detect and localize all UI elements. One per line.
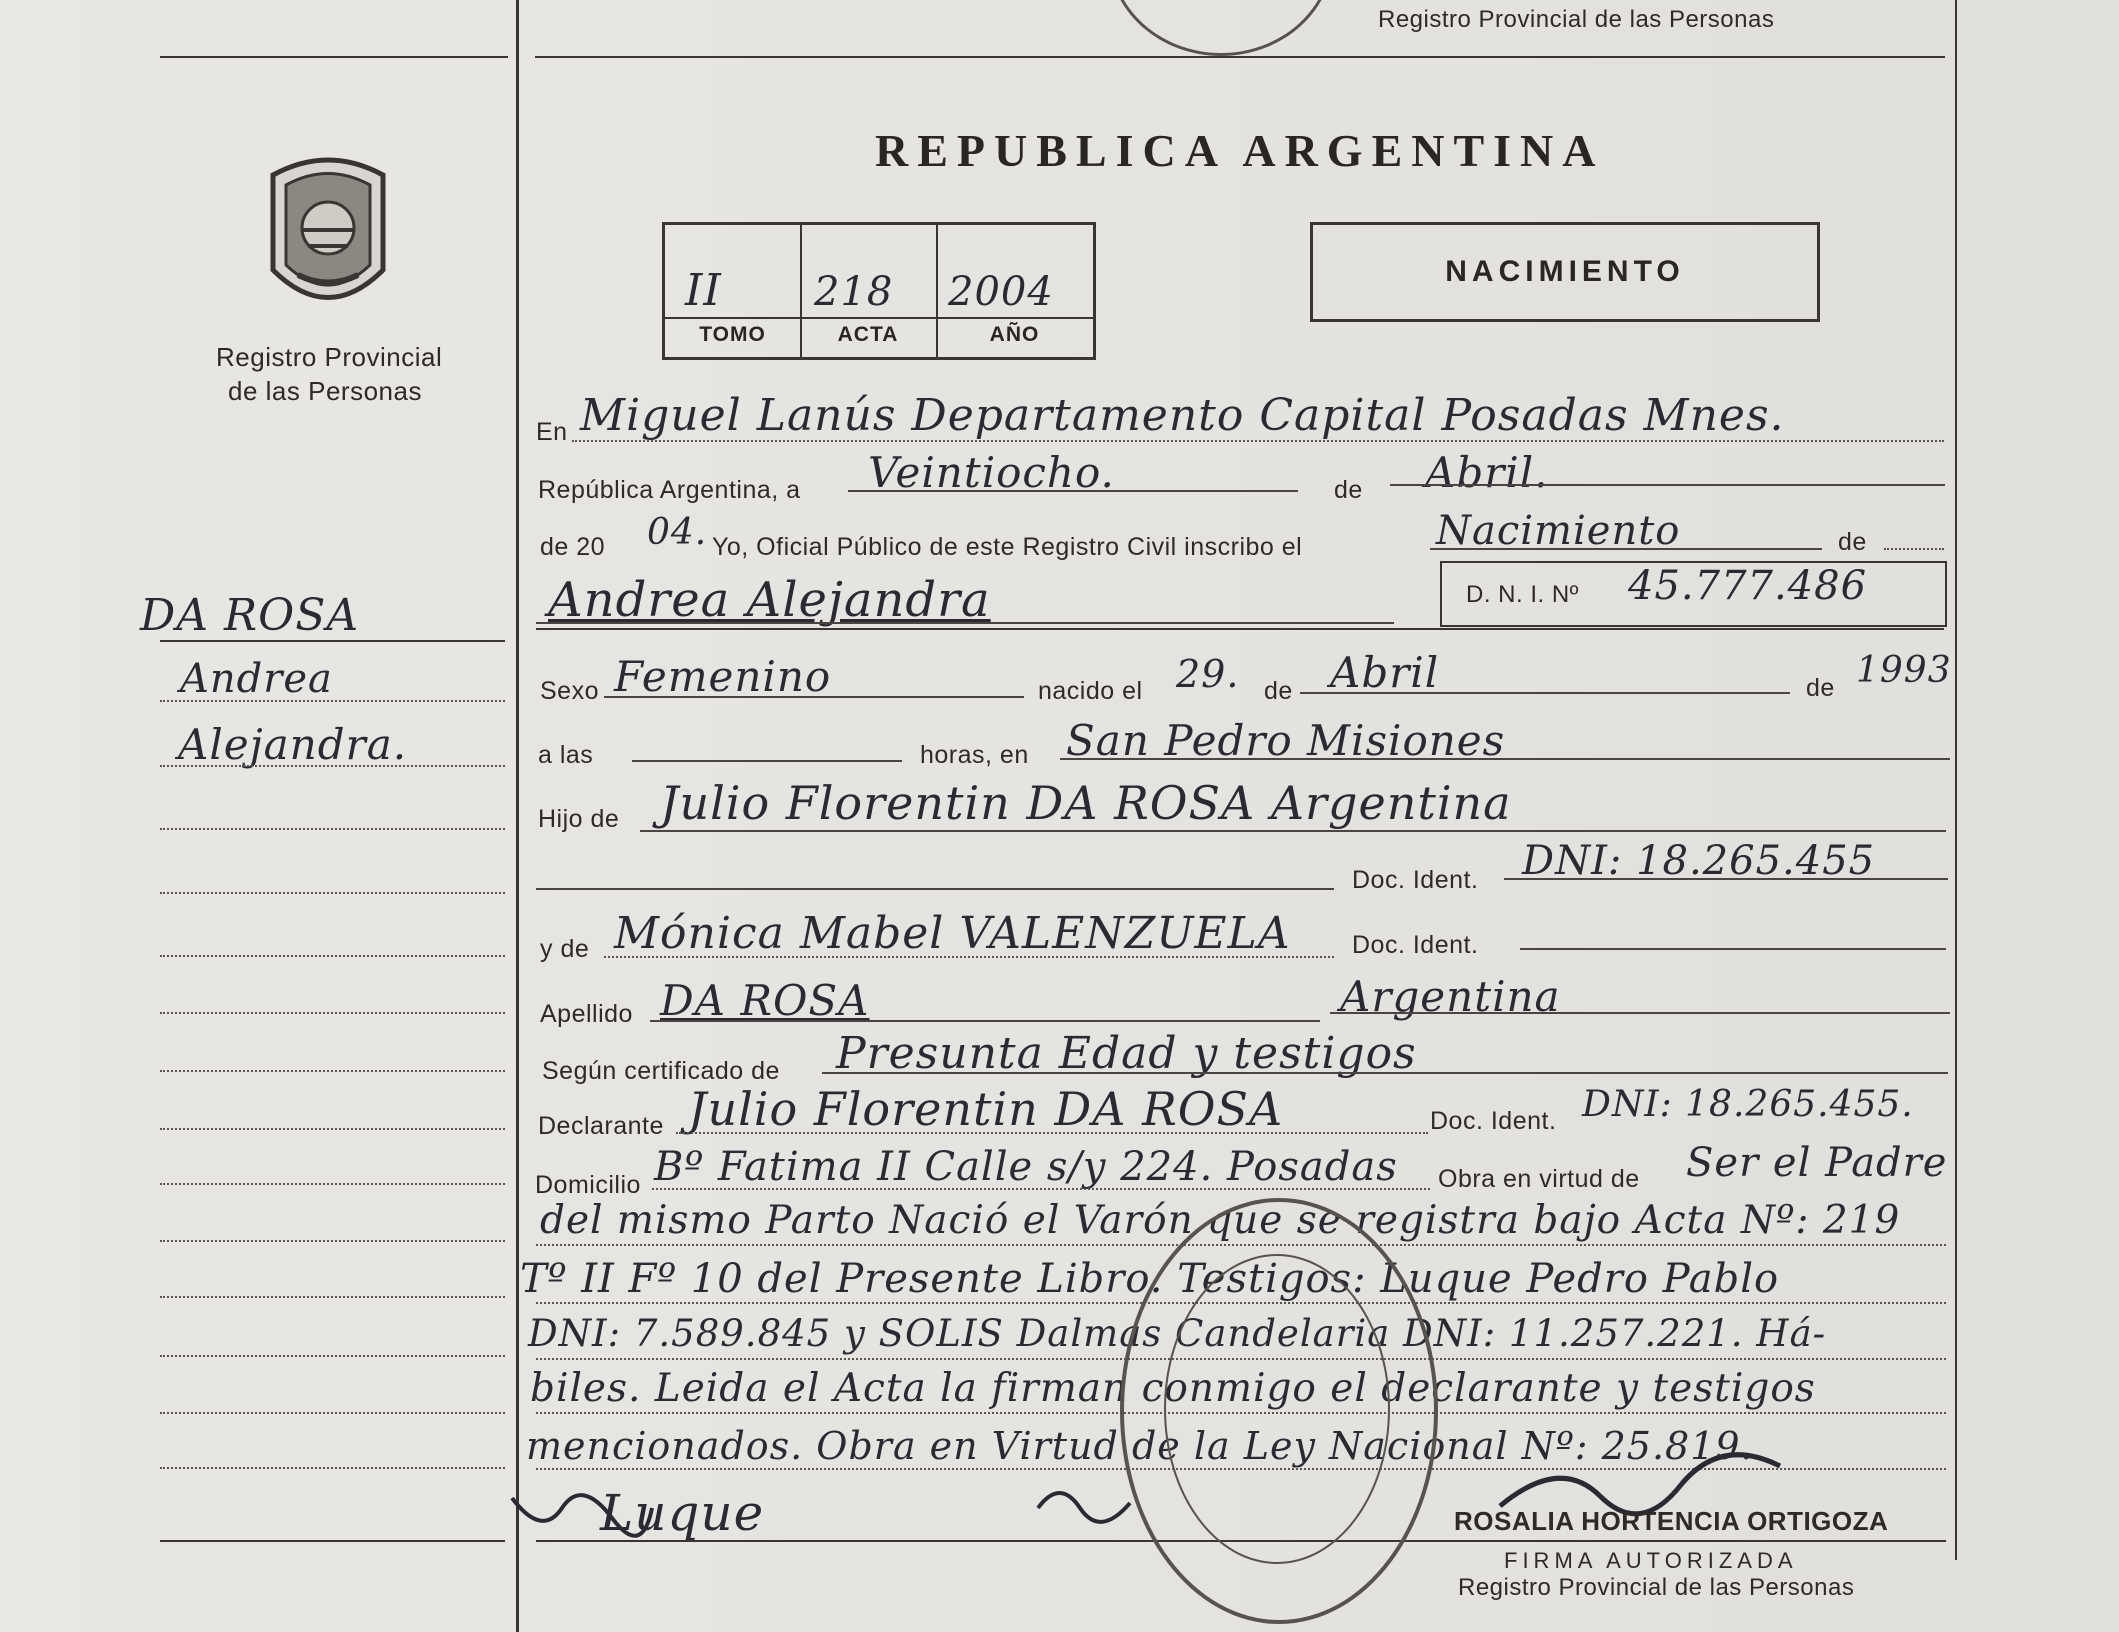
label-alas: a las bbox=[538, 741, 594, 769]
column-divider bbox=[516, 0, 519, 1632]
official-rule bbox=[1450, 1540, 1940, 1542]
tomo-label: TOMO bbox=[699, 323, 766, 346]
label-de-2000: de 20 bbox=[540, 533, 606, 561]
top-rule-right bbox=[535, 56, 1945, 58]
sidebar-surname: DA ROSA bbox=[140, 590, 360, 641]
shield-icon bbox=[258, 150, 398, 320]
value-apellido: DA ROSA bbox=[660, 976, 870, 1025]
right-border bbox=[1955, 0, 1957, 1560]
label-nacido: nacido el bbox=[1038, 677, 1143, 705]
sidebar-dotrule bbox=[160, 765, 505, 767]
value-line4: biles. Leida el Acta la firman conmigo el declarante y testigos bbox=[530, 1366, 1816, 1411]
label-doc2: Doc. Ident. bbox=[1352, 931, 1479, 959]
sidebar-dotrule bbox=[160, 1012, 505, 1014]
ano-cell bbox=[936, 225, 1093, 357]
tomo-inner-rule bbox=[665, 317, 1093, 319]
label-doc1: Doc. Ident. bbox=[1352, 866, 1479, 894]
value-certificado: Presunta Edad y testigos bbox=[836, 1028, 1417, 1079]
signature-scribble-2 bbox=[1030, 1478, 1140, 1543]
value-nombre: Andrea Alejandra bbox=[548, 572, 991, 628]
sidebar-dotrule bbox=[160, 1240, 505, 1242]
value-anio-nac: 1993 bbox=[1856, 650, 1952, 691]
value-domicilio: Bº Fatima II Calle s/y 224. Posadas bbox=[654, 1144, 1398, 1190]
acta-label: ACTA bbox=[837, 323, 899, 346]
label-segun: Según certificado de bbox=[542, 1057, 780, 1085]
line-nombre bbox=[536, 622, 1394, 624]
value-padre: Julio Florentin DA ROSA Argentina bbox=[660, 776, 1512, 830]
value-madre: Mónica Mabel VALENZUELA bbox=[614, 908, 1291, 959]
line-blank-8 bbox=[536, 888, 1334, 890]
line-de3 bbox=[1884, 548, 1944, 550]
value-declarante: Julio Florentin DA ROSA bbox=[688, 1082, 1284, 1136]
acta-cell bbox=[800, 225, 938, 357]
registry-bottom-text: Registro Provincial de las Personas bbox=[1458, 1574, 1855, 1601]
value-anio-suffix: 04. bbox=[647, 512, 708, 553]
value-dia: Veintiocho. bbox=[868, 448, 1115, 497]
line-lugar-nac bbox=[1060, 758, 1950, 760]
line-apellido bbox=[650, 1020, 1320, 1022]
sidebar-name1: Andrea bbox=[180, 656, 333, 702]
line-certificado bbox=[822, 1072, 1948, 1074]
value-line2: Tº II Fº 10 del Presente Libro. Testigos: Luque Pedro Pablo bbox=[520, 1256, 1780, 1302]
value-line5: mencionados. Obra en Virtud de la Ley Nacional Nº: 25.819. bbox=[526, 1424, 1754, 1468]
label-de1: de bbox=[1334, 476, 1363, 504]
line-en bbox=[572, 440, 1944, 442]
act-type-box bbox=[1310, 222, 1820, 322]
line-sexo bbox=[604, 696, 1024, 698]
rule-after-dni bbox=[536, 628, 1944, 630]
label-yde: y de bbox=[540, 935, 590, 963]
sidebar-dotrule bbox=[160, 1128, 505, 1130]
official-seal-inner bbox=[1164, 1254, 1390, 1564]
value-dni: 45.777.486 bbox=[1628, 563, 1868, 609]
value-dia-nac: 29. bbox=[1176, 652, 1240, 696]
tomo-cell bbox=[665, 225, 802, 357]
line-mes-nac bbox=[1300, 692, 1790, 694]
value-obra: Ser el Padre bbox=[1686, 1140, 1948, 1186]
signature-mark bbox=[502, 1478, 662, 1548]
dni-box bbox=[1440, 561, 1947, 627]
sidebar-dotrule bbox=[160, 1412, 505, 1414]
sidebar-dotrule bbox=[160, 1183, 505, 1185]
label-republica: República Argentina, a bbox=[538, 476, 801, 504]
label-de4: de bbox=[1264, 677, 1293, 705]
label-sexo: Sexo bbox=[540, 677, 599, 705]
label-de3: de bbox=[1838, 528, 1867, 556]
line-horas bbox=[632, 760, 902, 762]
sidebar-registry-line2: de las Personas bbox=[228, 376, 422, 406]
label-apellido: Apellido bbox=[540, 1000, 633, 1028]
value-lugar: Miguel Lanús Departamento Capital Posadas Mnes. bbox=[580, 390, 1785, 441]
sidebar-name2: Alejandra. bbox=[178, 720, 408, 769]
value-nac-madre: Argentina bbox=[1340, 972, 1561, 1021]
sidebar-dotrule bbox=[160, 1355, 505, 1357]
sidebar-dotrule bbox=[160, 1467, 505, 1469]
label-horas: horas, en bbox=[920, 741, 1029, 769]
label-domicilio: Domicilio bbox=[535, 1171, 641, 1199]
top-stamp bbox=[1108, 0, 1334, 56]
sidebar-dotrule bbox=[160, 1296, 505, 1298]
line-mes bbox=[1390, 484, 1945, 486]
line-nac-madre bbox=[1330, 1012, 1950, 1014]
value-line3: DNI: 7.589.845 y SOLIS Dalmas Candelaria DNI: 11.257.221. Há- bbox=[528, 1312, 1827, 1355]
signature-testigo: Luque bbox=[600, 1484, 765, 1542]
label-declarante: Declarante bbox=[538, 1112, 664, 1140]
sidebar-rule-1 bbox=[160, 640, 505, 642]
acta-value: 218 bbox=[814, 269, 894, 315]
sidebar-dotrule bbox=[160, 700, 505, 702]
value-nacimiento: Nacimiento bbox=[1436, 508, 1681, 554]
tomo-acta-box bbox=[662, 222, 1096, 360]
country-title: REPUBLICA ARGENTINA bbox=[875, 125, 1605, 176]
act-type-label: NACIMIENTO bbox=[1445, 255, 1685, 288]
sidebar-dotrule bbox=[160, 955, 505, 957]
line-doc-madre bbox=[1520, 948, 1946, 950]
province-emblem bbox=[258, 150, 398, 320]
sidebar-dotrule bbox=[160, 892, 505, 894]
official-name: ROSALIA HORTENCIA ORTIGOZA bbox=[1454, 1506, 1889, 1536]
top-rule-left bbox=[160, 56, 508, 58]
registry-top-text: Registro Provincial de las Personas bbox=[1378, 6, 1775, 33]
official-seal bbox=[1120, 1198, 1438, 1624]
ano-value: 2004 bbox=[948, 269, 1054, 315]
value-lugar-nac: San Pedro Misiones bbox=[1066, 716, 1506, 765]
label-obra: Obra en virtud de bbox=[1438, 1165, 1640, 1193]
label-en: En bbox=[536, 418, 568, 446]
sidebar-bottom-rule bbox=[160, 1540, 505, 1542]
value-sexo: Femenino bbox=[614, 652, 832, 701]
label-de5: de bbox=[1806, 674, 1835, 702]
firma-autorizada: FIRMA AUTORIZADA bbox=[1504, 1548, 1798, 1573]
ano-label: AÑO bbox=[989, 323, 1040, 346]
line-domicilio bbox=[652, 1188, 1430, 1190]
value-doc-decl: DNI: 18.265.455. bbox=[1582, 1084, 1914, 1125]
label-yo: Yo, Oficial Público de este Registro Civil inscribo el bbox=[712, 533, 1303, 561]
sidebar-dotrule bbox=[160, 1070, 505, 1072]
line-doc-padre bbox=[1504, 878, 1948, 880]
sidebar-registry-line1: Registro Provincial bbox=[216, 342, 443, 372]
label-hijo: Hijo de bbox=[538, 805, 620, 833]
label-doc3: Doc. Ident. bbox=[1430, 1107, 1557, 1135]
line-padre bbox=[640, 830, 1946, 832]
value-doc-padre: DNI: 18.265.455 bbox=[1522, 838, 1876, 884]
line-dia bbox=[848, 490, 1298, 492]
tomo-value: II bbox=[685, 265, 722, 316]
value-line1: del mismo Parto Nació el Varón que se registra bajo Acta Nº: 219 bbox=[540, 1198, 1901, 1243]
line-declarante bbox=[676, 1132, 1428, 1134]
label-dni: D. N. I. Nº bbox=[1466, 581, 1579, 608]
value-mes-nac: Abril bbox=[1330, 648, 1440, 697]
value-mes: Abril. bbox=[1425, 448, 1549, 497]
signature-mark bbox=[1030, 1478, 1140, 1538]
line-nacimiento bbox=[1430, 548, 1822, 550]
sidebar-dotrule bbox=[160, 828, 505, 830]
line-madre bbox=[604, 956, 1334, 958]
